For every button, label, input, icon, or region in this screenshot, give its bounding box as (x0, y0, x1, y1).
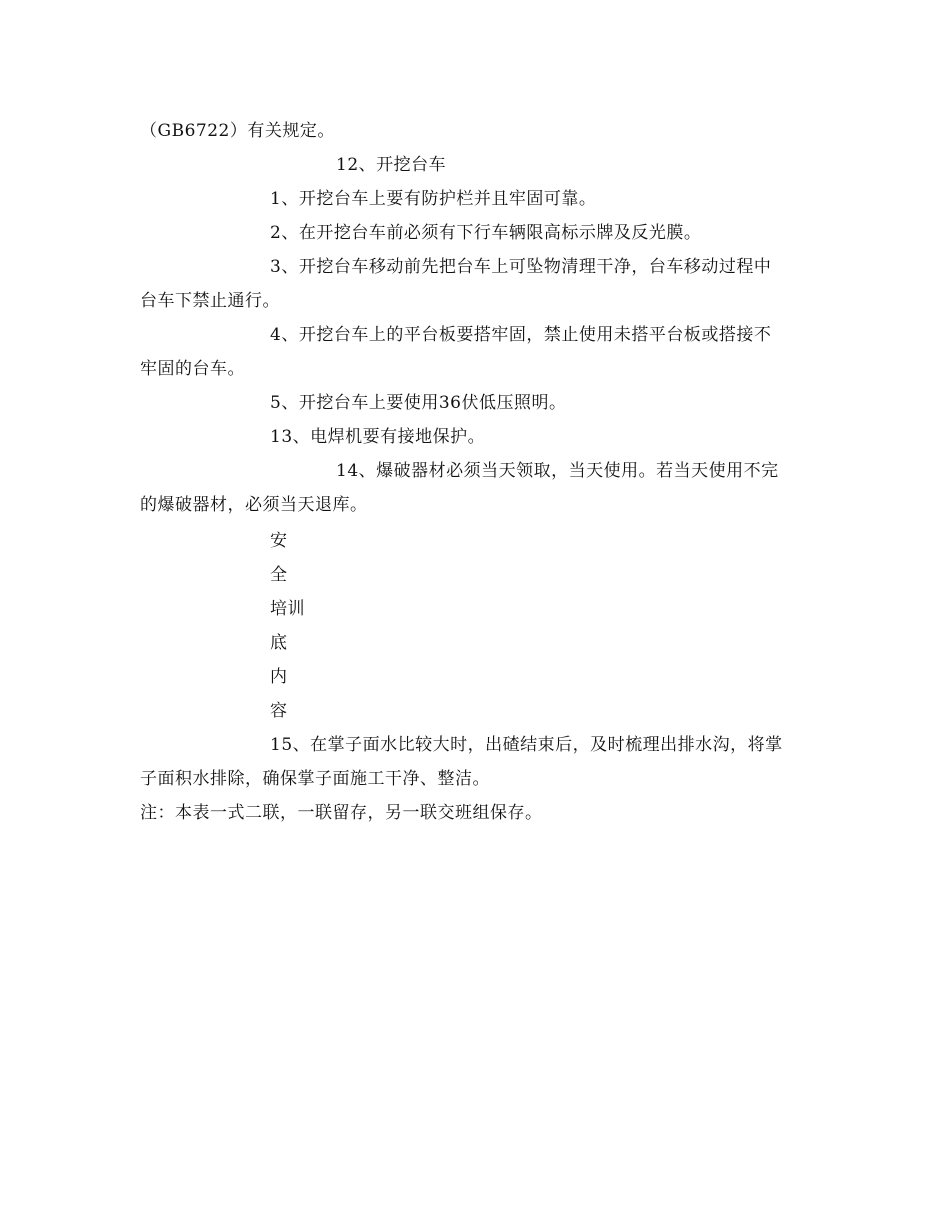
list-item-2: 2、在开挖台车前必须有下行车辆限高标示牌及反光膜。 (270, 223, 702, 243)
list-item-4-text: 4、开挖台车上的平台板要搭牢固，禁止使用未搭平台板或搭接不 (270, 325, 772, 345)
list-item-3-text: 3、开挖台车移动前先把台车上可坠物清理干净，台车移动过程中 (270, 257, 772, 277)
footer-note: 注：本表一式二联，一联留存，另一联交班组保存。 (140, 803, 543, 823)
section-heading-14-text: 14、爆破器材必须当天领取，当天使用。若当天使用不完 (336, 461, 779, 481)
vertical-label-char-1: 安 (270, 531, 288, 551)
section-heading-14-line-2: 的爆破器材，必须当天退库。 (140, 495, 368, 515)
vertical-label-char-3: 培训 (270, 599, 305, 619)
list-item-5: 5、开挖台车上要使用36伏低压照明。 (270, 393, 567, 413)
vertical-label-char-4: 底 (270, 633, 288, 653)
section-heading-14-line-1 (336, 459, 810, 483)
section-heading-15-line-1 (270, 733, 810, 757)
section-heading-15-text: 15、在掌子面水比较大时，出碴结束后，及时梳理出排水沟，将掌 (270, 735, 783, 755)
list-item-3-line-1 (270, 255, 810, 279)
section-heading-15-line-2: 子面积水排除，确保掌子面施工干净、整洁。 (140, 769, 490, 789)
list-item-1: 1、开挖台车上要有防护栏并且牢固可靠。 (270, 189, 597, 209)
list-item-3-line-2: 台车下禁止通行。 (140, 291, 280, 311)
list-item-4-line-1 (270, 323, 810, 347)
section-heading-13: 13、电焊机要有接地保护。 (270, 427, 486, 447)
vertical-label-char-2: 全 (270, 565, 288, 585)
vertical-label-char-6: 容 (270, 701, 288, 721)
paragraph-gb-reference: （GB6722）有关规定。 (140, 121, 335, 141)
list-item-4-line-2: 牢固的台车。 (140, 359, 245, 379)
section-heading-12: 12、开挖台车 (336, 155, 447, 175)
vertical-label-char-5: 内 (270, 667, 288, 687)
